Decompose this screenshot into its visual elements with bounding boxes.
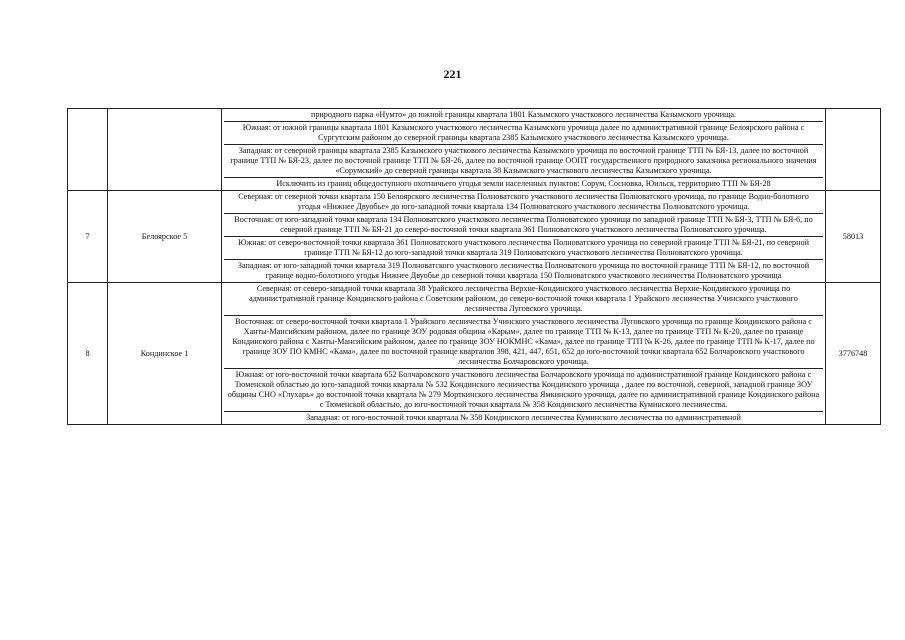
area-value bbox=[826, 109, 881, 191]
table-row bbox=[68, 191, 881, 283]
area-value: 58013 bbox=[826, 191, 881, 283]
boundary-segment: Западная: от юго-восточной точки квартала № 358 Кондинского лесничества Куминского лесничества по административной bbox=[306, 413, 741, 422]
boundary-segment: Северная: от северной точки квартала 150 Белоярского лесничества Полноватского участкового лесничества Полноватского урочища, по границе Водно-болотного угодья «Нижнее Двуобье» до юго-западной точки квартала 134 Полноватского участкового лесничества Полноватского урочища. bbox=[224, 191, 823, 214]
boundary-segment: Южная: от северо-восточной точки квартала 361 Полноватского участкового лесничества Полноватского урочища по северной границе ТТП № БЯ-21, по северной границе ТТП № БЯ-12 до юго-западной точки квартала 319 Полноватского участкового лесничества Полноватского урочища. bbox=[224, 237, 823, 260]
row-number bbox=[68, 109, 108, 191]
boundary-description bbox=[222, 109, 826, 191]
hunting-ground-name: Кондинское 1 bbox=[108, 283, 222, 425]
boundary-segment: Западная: от юго-западной точки квартала 319 Полноватского участкового лесничества Полноватского урочища по восточной границе ТТП № БЯ-12, по восточной границе водно-болотного угодья Нижнее Двуобье до северной точки квартала 150 Полноватского участкового лесничества Полноватского урочища bbox=[237, 261, 810, 280]
boundary-segment: Северная: от северо-западной точки квартала 38 Урайского лесничества Верхне-Кондинского участкового лесничества Верхне-Кондинского урочища по административной границе Кондинского района с Советским районом, до северо-восточной точки квартала 1 Урайского лесничества Учинского участкового лесничества Луговского урочища. bbox=[224, 283, 823, 316]
row-number: 7 bbox=[68, 191, 108, 283]
boundary-segment: Исключить из границ общедоступного охотничьего угодья земли населенных пунктов: Сорум, Сосновка, Юильск, территорию ТТП № БЯ-28 bbox=[276, 179, 771, 188]
boundary-segment: природного парка «Нумто» до южной границы квартала 1801 Казымского участкового лесничества Казымского урочища. bbox=[224, 109, 823, 122]
table-row bbox=[68, 109, 881, 191]
hunting-ground-name: Белоярское 5 bbox=[108, 191, 222, 283]
boundary-segment: Южная: от южной границы квартала 1801 Казымского участкового лесничества Казымского урочища далее по административной границе Белоярского района с Сургутским районом до северной границы квартала 2385 Казымского участкового лесничества Казымского урочища. bbox=[224, 122, 823, 145]
boundary-description bbox=[222, 191, 826, 283]
row-number: 8 bbox=[68, 283, 108, 425]
table-row bbox=[68, 283, 881, 425]
hunting-ground-name bbox=[108, 109, 222, 191]
boundaries-table bbox=[67, 108, 881, 425]
area-value: 3776748 bbox=[826, 283, 881, 425]
boundary-segment: Восточная: от юго-западной точки квартала 134 Полноватского участкового лесничества Полноватского урочища по западной границе ТТП № БЯ-3, ТТП № БЯ-6, по северной границе ТТП № БЯ-21 до северо-восточной точки квартала 361 Полноватского участкового лесничества Полноватского урочища. bbox=[224, 214, 823, 237]
page-number: 221 bbox=[443, 67, 462, 81]
boundary-description bbox=[222, 283, 826, 425]
boundary-segment: Восточная: от северо-восточной точки квартала 1 Урайского лесничества Учинского участкового лесничества Луговского урочища по границе Кондинского района с Ханты-Мансийским районом, далее по границе ЗОУ родовая община «Карым», далее по границе ТТП № К-13, далее по границе ТТП № К-20, далее по границе Кондинского района с Ханты-Мансийским районом, далее по границе ЗОУ НОКМНС «Кама», далее по границе ТТП № К-26, далее по границе ТТП № К-17, далее по границе ЗОУ ПО КМНС «Кама», далее по восточной границе кварталов 398, 421, 447, 651, 652 до юго-восточной точки квартала 652 Болчаровского участкового лесничества Болчаровского урочища. bbox=[224, 316, 823, 369]
boundary-segment: Южная: от юго-восточной точки квартала 652 Болчаровского участкового лесничества Болчаровского урочища по административной границе Кондинского района с Тюменской областью до юго-западной точки квартала № 532 Кондинского лесничества Кондинского урочища , далее по восточной, северной, западной границе ЗОУ общины СНО «Глухарь» до восточной точки квартала № 279 Морткинского лесничества Ямкинского урочища, далее по административной границе Кондинского района с Тюменской областью, до юго-восточной точки квартала № 358 Кондинского лесничества Куминского лесничества. bbox=[224, 369, 823, 412]
boundary-segment: Западная: от северной границы квартала 2385 Казымского участкового лесничества Казымского урочища по восточной границе ТТП № БЯ-13, далее по восточной границе ТТП № БЯ-23, далее по восточной границе ТТП № БЯ-26, далее по восточной границе ООПТ государственного природного заказника регионального значения «Сорумский» до северной границы квартала 38 Казымского участкового лесничества Казымского урочища. bbox=[224, 145, 823, 178]
